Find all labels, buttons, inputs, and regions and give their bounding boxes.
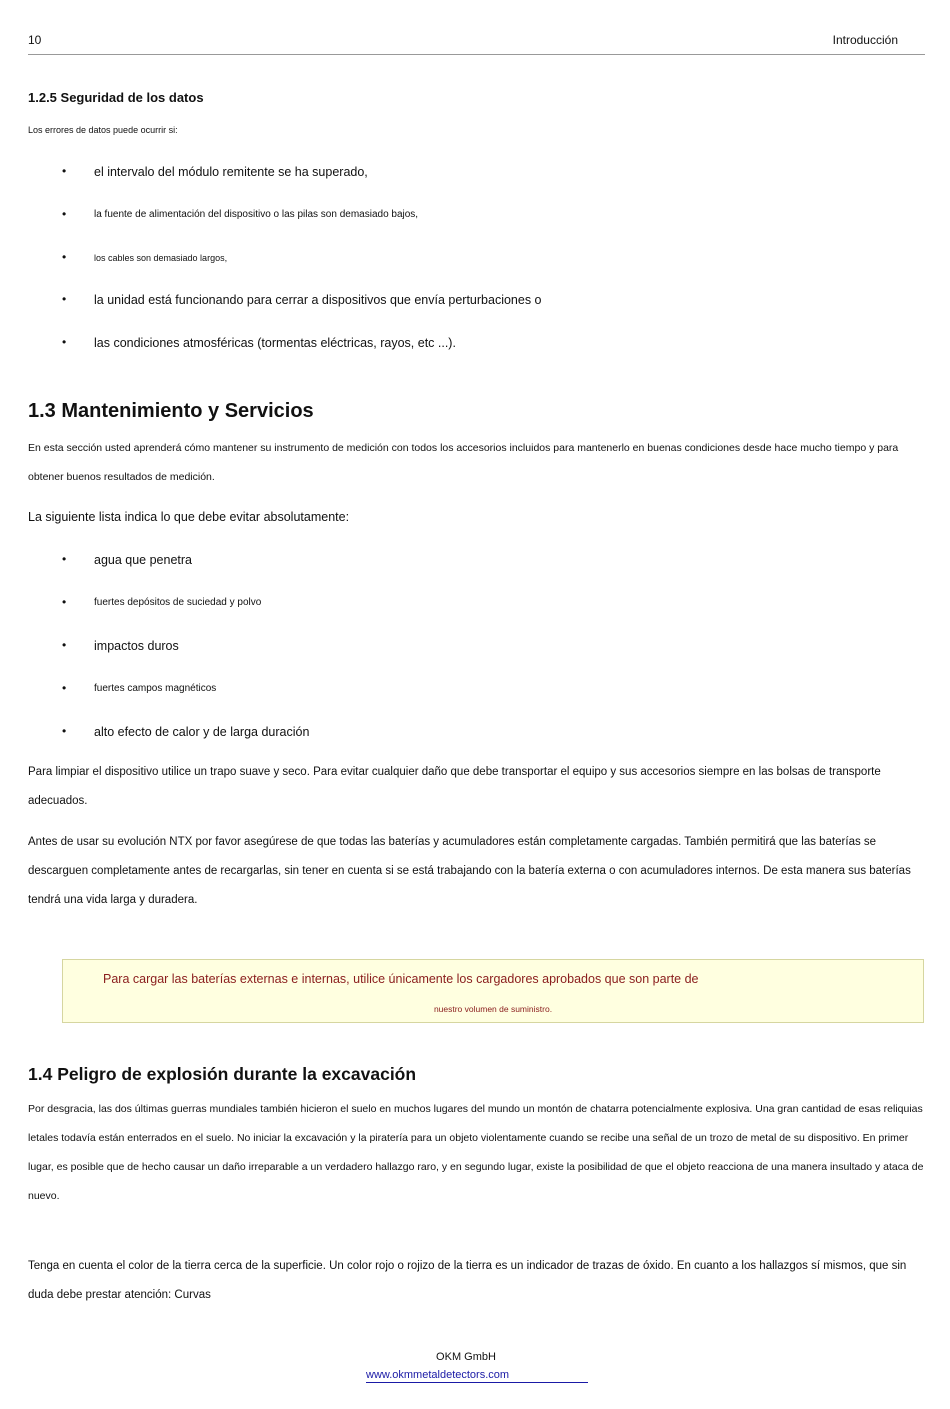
- heading-1-3: 1.3 Mantenimiento y Servicios: [28, 400, 314, 422]
- list-item: agua que penetra: [94, 553, 193, 567]
- list-item: fuertes campos magnéticos: [94, 683, 217, 694]
- note-line-2: nuestro volumen de suministro.: [433, 1004, 553, 1014]
- sec14-paragraph-2: Tenga en cuenta el color de la tierra cerca de la superficie. Un color rojo o rojizo de la tierra es un indicador de trazas de óxido. En cuanto a los hallazgos sí mismos, que sin duda debe prestar atención: Curvas: [28, 1260, 907, 1301]
- bullet-icon: •: [62, 681, 67, 695]
- bullet-icon: •: [62, 595, 67, 609]
- list-item: las condiciones atmosféricas (tormentas eléctricas, rayos, etc ...).: [94, 336, 456, 350]
- sec13-battery-paragraph: Antes de usar su evolución NTX por favor asegúrese de que todas las baterías y acumuladores están completamente cargadas. También permitirá que las baterías se descarguen completamente antes de recargarlas, sin tener en cuenta si se está trabajando con la batería externa o con acumuladores internos. De esta manera sus baterías tendrá una vida larga y duradera.: [28, 836, 911, 906]
- heading-1-4: 1.4 Peligro de explosión durante la excavación: [28, 1064, 417, 1084]
- bullet-icon: •: [62, 164, 67, 178]
- footer-website-link[interactable]: www.okmmetaldetectors.com: [366, 1369, 588, 1383]
- page-number: 10: [28, 33, 42, 47]
- list-item: la fuente de alimentación del dispositivo o las pilas son demasiado bajos,: [94, 209, 419, 220]
- sec13-intro: En esta sección usted aprenderá cómo mantener su instrumento de medición con todos los accesorios incluidos para mantenerlo en buenas condiciones desde hace mucho tiempo y para obtener buenos resultados de medición.: [28, 442, 899, 483]
- list-item: fuertes depósitos de suciedad y polvo: [94, 597, 262, 608]
- footer-company: OKM GmbH: [436, 1351, 496, 1363]
- list-item: la unidad está funcionando para cerrar a dispositivos que envía perturbaciones o: [94, 293, 542, 307]
- sec14-paragraph-1: Por desgracia, las dos últimas guerras mundiales también hicieron el suelo en muchos lugares del mundo un montón de chatarra potencialmente explosiva. Una gran cantidad de esas reliquias letales todavía están enterrados en el suelo. No iniciar la excavación y la piratería para un objeto violentamente cuando se recibe una señal de un trozo de metal de su dispositivo. En primer lugar, es posible que de hecho causar un daño irreparable a un verdadero hallazgo raro, y en segundo lugar, existe la posibilidad de que el objeto reacciona de una manera insultado y ataca de nuevo.: [28, 1103, 924, 1202]
- bullet-icon: •: [62, 638, 67, 652]
- header-divider: [28, 54, 925, 55]
- bullet-icon: •: [62, 292, 67, 306]
- charging-note-box: [62, 959, 924, 1023]
- sec13-cleaning-paragraph: Para limpiar el dispositivo utilice un trapo suave y seco. Para evitar cualquier daño que debe transportar el equipo y sus accesorios siempre en las bolsas de transporte adecuados.: [28, 766, 881, 807]
- heading-1-2-5: 1.2.5 Seguridad de los datos: [28, 90, 204, 105]
- sec125-intro: Los errores de datos puede ocurrir si:: [28, 125, 178, 135]
- bullet-icon: •: [62, 250, 67, 264]
- note-line-1: Para cargar las baterías externas e internas, utilice únicamente los cargadores aprobados que son parte de: [103, 972, 699, 986]
- bullet-icon: •: [62, 335, 67, 349]
- sec13-list-intro: La siguiente lista indica lo que debe evitar absolutamente:: [28, 510, 350, 524]
- list-item: alto efecto de calor y de larga duración: [94, 725, 310, 739]
- bullet-icon: •: [62, 207, 67, 221]
- bullet-icon: •: [62, 724, 67, 738]
- list-item: impactos duros: [94, 639, 179, 653]
- list-item: los cables son demasiado largos,: [94, 253, 228, 263]
- list-item: el intervalo del módulo remitente se ha superado,: [94, 165, 368, 179]
- bullet-icon: •: [62, 552, 67, 566]
- running-header-section: Introducción: [832, 33, 898, 47]
